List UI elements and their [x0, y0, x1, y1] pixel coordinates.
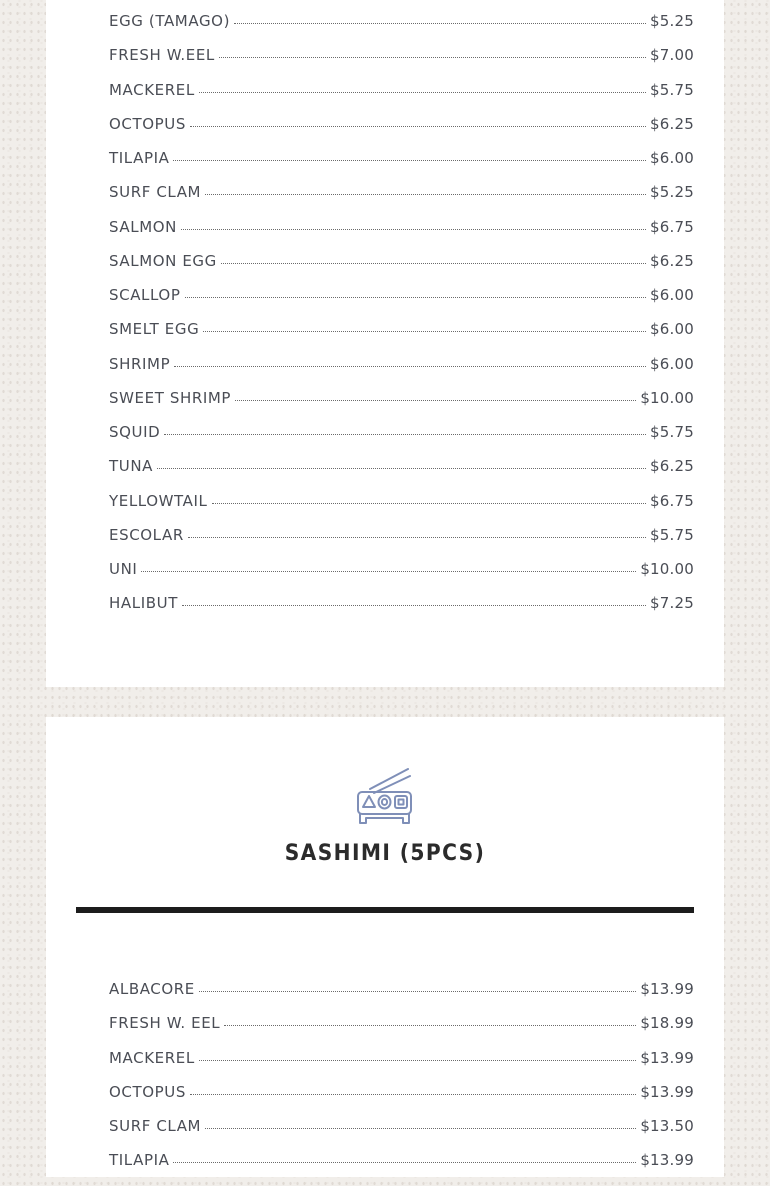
item-price: $7.25 [650, 594, 694, 613]
menu-item [109, 1151, 694, 1185]
item-price: $7.00 [650, 46, 694, 65]
menu-item [109, 12, 694, 46]
menu-item [109, 320, 694, 354]
section-title: SASHIMI (5PCS) [284, 841, 486, 866]
item-name: FRESH W. EEL [109, 1014, 221, 1033]
menu-item [109, 183, 694, 217]
item-price: $13.99 [640, 1048, 694, 1067]
item-price: $6.00 [650, 354, 694, 373]
sashimi-item-list [109, 980, 694, 1186]
dotted-leader [157, 468, 646, 469]
dotted-leader [190, 126, 646, 127]
item-price: $13.99 [640, 1082, 694, 1101]
menu-item [109, 423, 694, 457]
menu-item [109, 149, 694, 183]
menu-item [109, 1014, 694, 1048]
menu-item [109, 980, 694, 1014]
dotted-leader [235, 400, 636, 401]
dotted-leader [199, 1060, 637, 1061]
item-price: $5.75 [650, 80, 694, 99]
dotted-leader [221, 263, 646, 264]
dotted-leader [199, 991, 636, 992]
item-price: $6.25 [650, 251, 694, 270]
menu-item [109, 286, 694, 320]
item-name: EGG (TAMAGO) [109, 12, 231, 30]
menu-item [109, 252, 694, 286]
item-name: FRESH W.EEL [109, 46, 215, 65]
menu-item [109, 1049, 694, 1083]
item-price: $10.00 [640, 388, 694, 407]
menu-item [109, 115, 694, 149]
item-name: SCALLOP [109, 286, 181, 304]
item-price: $5.25 [650, 12, 694, 30]
item-name: SALMON [109, 217, 177, 236]
item-price: $5.75 [650, 423, 694, 441]
item-price: $13.50 [640, 1117, 694, 1135]
dotted-leader [234, 23, 646, 24]
menu-item [109, 1117, 694, 1151]
dotted-leader [224, 1025, 636, 1026]
dotted-leader [188, 537, 646, 538]
section-divider [76, 907, 694, 913]
dotted-leader [212, 503, 647, 504]
item-price: $6.00 [650, 149, 694, 167]
item-name: TUNA [109, 457, 154, 476]
sushi-menu-card [46, 0, 724, 687]
sushi-platter-icon [356, 767, 414, 827]
item-price: $5.25 [650, 183, 694, 202]
dotted-leader [205, 1128, 636, 1129]
menu-item [109, 81, 694, 115]
item-name: TILAPIA [109, 149, 170, 167]
item-price: $6.00 [650, 286, 694, 304]
item-name: SQUID [109, 423, 161, 441]
item-name: ALBACORE [109, 980, 195, 998]
dotted-leader [203, 331, 646, 332]
dotted-leader [185, 297, 647, 298]
menu-item [109, 457, 694, 491]
dotted-leader [164, 434, 646, 435]
menu-item [109, 355, 694, 389]
item-price: $13.99 [640, 980, 694, 998]
item-name: SURF CLAM [109, 183, 202, 202]
dotted-leader [219, 57, 646, 58]
item-name: ESCOLAR [109, 525, 184, 544]
item-name: SMELT EGG [109, 320, 200, 339]
item-name: TILAPIA [109, 1151, 170, 1170]
item-name: MACKEREL [109, 1048, 195, 1067]
item-price: $10.00 [640, 560, 694, 578]
sashimi-menu-card [46, 717, 724, 1177]
menu-item [109, 560, 694, 594]
menu-item [109, 389, 694, 423]
menu-item [109, 46, 694, 80]
item-price: $18.99 [640, 1014, 694, 1033]
dotted-leader [173, 160, 646, 161]
item-price: $6.00 [650, 320, 694, 339]
dotted-leader [181, 229, 646, 230]
menu-item [109, 526, 694, 560]
item-name: UNI [109, 560, 138, 578]
menu-item [109, 594, 694, 628]
sushi-item-list [109, 12, 694, 629]
item-price: $6.25 [650, 457, 694, 476]
menu-item [109, 492, 694, 526]
dotted-leader [173, 1162, 636, 1163]
item-name: OCTOPUS [109, 1082, 186, 1101]
dotted-leader [190, 1094, 636, 1095]
item-name: MACKEREL [109, 80, 195, 99]
item-price: $6.75 [650, 217, 694, 236]
menu-item [109, 218, 694, 252]
dotted-leader [205, 194, 646, 195]
dotted-leader [174, 366, 646, 367]
item-price: $6.75 [650, 491, 694, 510]
item-name: SHRIMP [109, 354, 171, 373]
dotted-leader [141, 571, 636, 572]
item-name: SALMON EGG [109, 251, 217, 270]
dotted-leader [182, 605, 646, 606]
item-price: $13.99 [640, 1151, 694, 1170]
item-name: OCTOPUS [109, 114, 186, 133]
item-price: $6.25 [650, 114, 694, 133]
menu-item [109, 1083, 694, 1117]
dotted-leader [199, 92, 646, 93]
item-name: HALIBUT [109, 594, 178, 613]
item-name: SWEET SHRIMP [109, 388, 232, 407]
item-name: SURF CLAM [109, 1117, 202, 1135]
item-price: $5.75 [650, 525, 694, 544]
item-name: YELLOWTAIL [109, 491, 208, 510]
